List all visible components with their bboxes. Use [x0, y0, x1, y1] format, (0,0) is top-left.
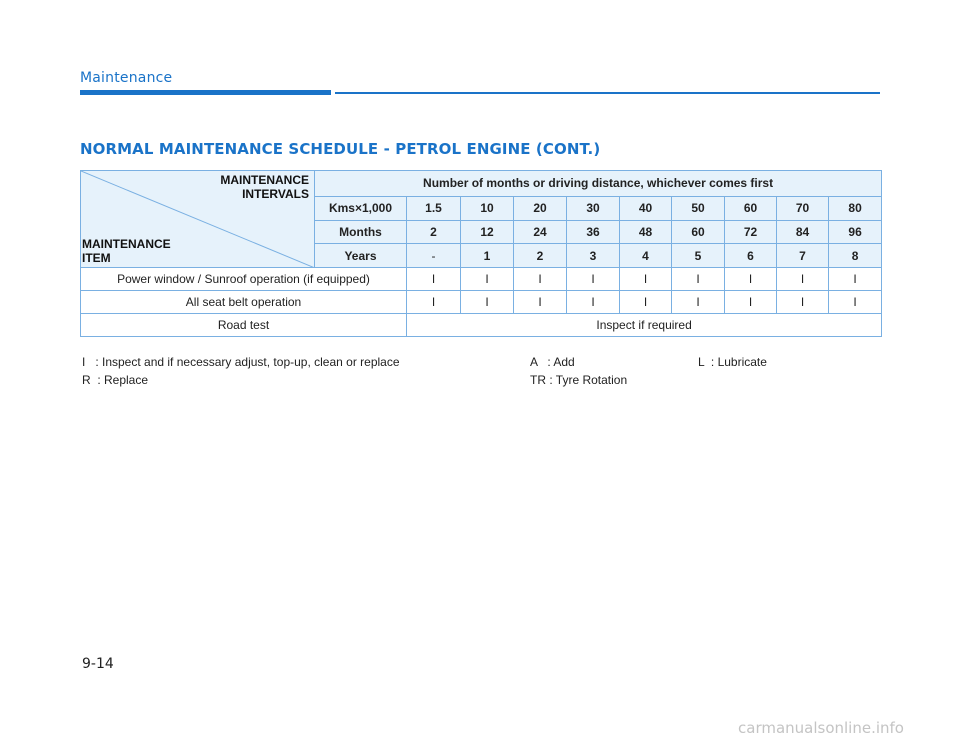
item-value: I [829, 291, 882, 314]
watermark: carmanualsonline.info [738, 719, 904, 737]
interval-value: 10 [461, 196, 514, 220]
table-row [81, 268, 882, 291]
interval-value: 60 [672, 220, 725, 244]
interval-value: 24 [514, 220, 567, 244]
road-test-note: Inspect if required [407, 314, 882, 337]
interval-value: 7 [777, 244, 829, 268]
item-value: I [672, 291, 725, 314]
legend-lubricate: L : Lubricate [698, 355, 767, 369]
legend-add: A : Add [530, 355, 575, 369]
item-value: I [620, 291, 672, 314]
page-number: 9-14 [82, 656, 114, 672]
interval-value: 84 [777, 220, 829, 244]
item-value: I [514, 291, 567, 314]
interval-value: 60 [725, 196, 777, 220]
legend-tyre-rotation: TR : Tyre Rotation [530, 373, 628, 387]
maintenance-schedule-table [80, 170, 882, 337]
interval-value: 8 [829, 244, 882, 268]
legend-inspect: I : Inspect and if necessary adjust, top-up, clean or replace [82, 355, 400, 369]
interval-value: 2 [407, 220, 461, 244]
section-title: Maintenance [80, 70, 173, 86]
table-row [81, 314, 882, 337]
interval-value: 80 [829, 196, 882, 220]
section-rule-thick [80, 90, 331, 95]
interval-value: 30 [567, 196, 620, 220]
header-caption: Number of months or driving distance, whichever comes first [315, 171, 882, 197]
item-value: I [672, 268, 725, 291]
interval-value: 40 [620, 196, 672, 220]
interval-value: 96 [829, 220, 882, 244]
corner-item-label [82, 237, 171, 265]
item-value: I [620, 268, 672, 291]
interval-value: - [407, 244, 461, 268]
item-value: I [777, 268, 829, 291]
table-corner-cell [81, 171, 315, 268]
item-value: I [829, 268, 882, 291]
corner-intervals-label [220, 173, 309, 201]
item-value: I [725, 268, 777, 291]
item-name: All seat belt operation [81, 291, 407, 314]
interval-value: 6 [725, 244, 777, 268]
interval-value: 50 [672, 196, 725, 220]
item-value: I [514, 268, 567, 291]
table-row [81, 291, 882, 314]
item-value: I [777, 291, 829, 314]
interval-value: 4 [620, 244, 672, 268]
item-value: I [461, 268, 514, 291]
interval-value: 2 [514, 244, 567, 268]
item-name: Power window / Sunroof operation (if equipped) [81, 268, 407, 291]
item-value: I [567, 268, 620, 291]
corner-intervals-text: MAINTENANCE INTERVALS [220, 173, 309, 201]
interval-value: 5 [672, 244, 725, 268]
item-value: I [461, 291, 514, 314]
corner-item-text: MAINTENANCE ITEM [82, 237, 171, 265]
interval-value: 48 [620, 220, 672, 244]
interval-value: 12 [461, 220, 514, 244]
interval-value: 1.5 [407, 196, 461, 220]
item-value: I [407, 268, 461, 291]
legend-replace: R : Replace [82, 373, 149, 387]
interval-value: 70 [777, 196, 829, 220]
interval-value: 3 [567, 244, 620, 268]
interval-value: 20 [514, 196, 567, 220]
item-name: Road test [81, 314, 407, 337]
interval-value: 1 [461, 244, 514, 268]
interval-label: Months [315, 220, 407, 244]
interval-label: Years [315, 244, 407, 268]
interval-label: Kms×1,000 [315, 196, 407, 220]
schedule-heading: NORMAL MAINTENANCE SCHEDULE - PETROL ENGINE (CONT.) [80, 140, 601, 158]
interval-value: 36 [567, 220, 620, 244]
item-value: I [407, 291, 461, 314]
item-value: I [567, 291, 620, 314]
section-rule-thin [335, 92, 880, 94]
item-value: I [725, 291, 777, 314]
interval-value: 72 [725, 220, 777, 244]
